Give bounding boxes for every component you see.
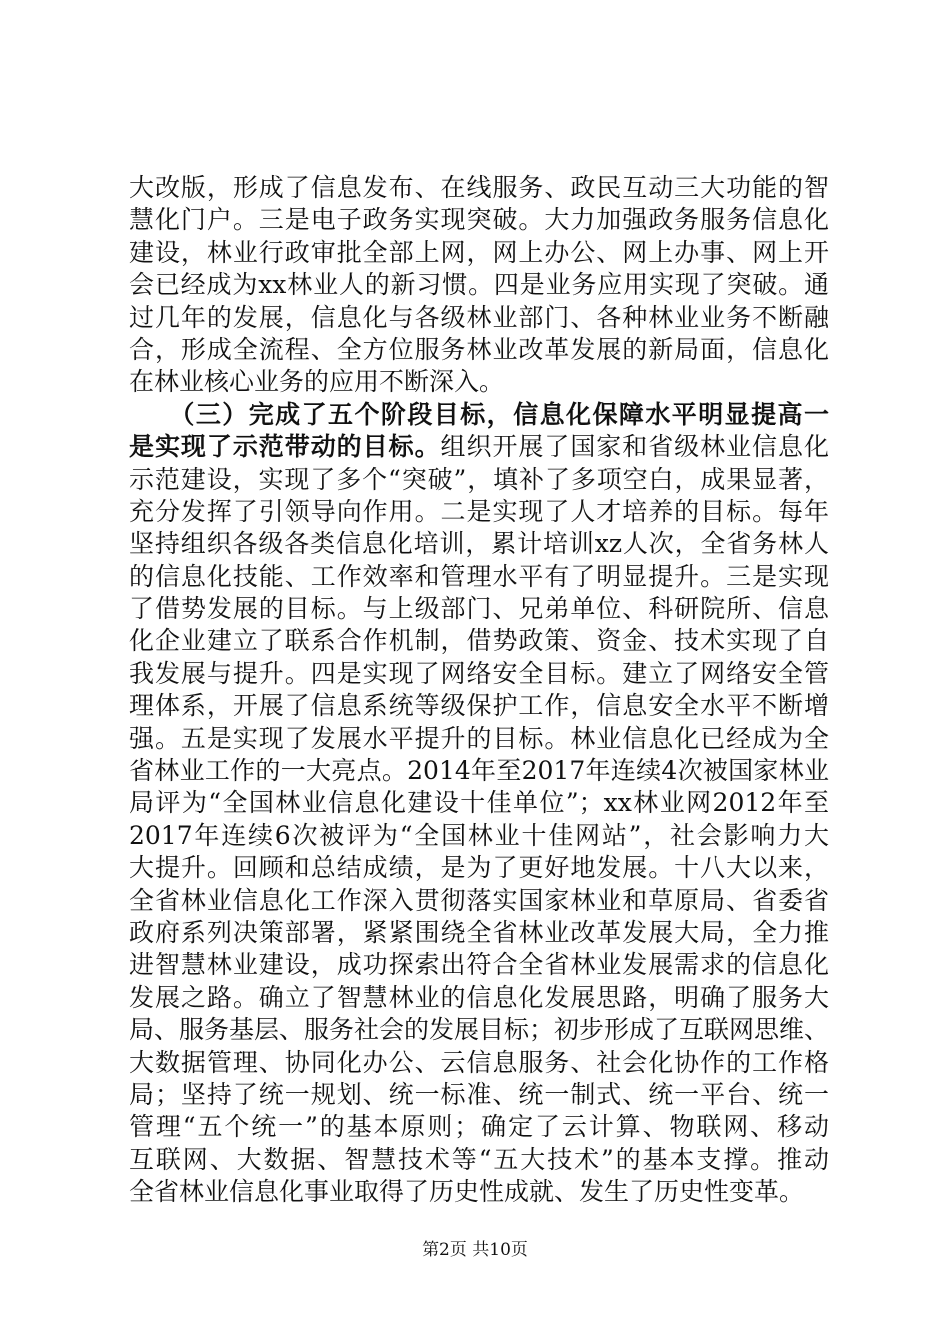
text-line: 局、服务基层、服务社会的发展目标；初步形成了互联网思维、 bbox=[129, 1015, 830, 1045]
body-text bbox=[129, 172, 829, 1209]
text-line: 合，形成全流程、全方位服务林业改革发展的新局面，信息化 bbox=[129, 334, 829, 364]
text-line: 过几年的发展，信息化与各级林业部门、各种林业业务不断融 bbox=[129, 302, 829, 332]
text-line: 在林业核心业务的应用不断深入。 bbox=[129, 367, 505, 397]
text-line: 理体系，开展了信息系统等级保护工作，信息安全水平不断增 bbox=[129, 691, 829, 721]
text-line: 大提升。回顾和总结成绩，是为了更好地发展。十八大以来， bbox=[129, 853, 829, 883]
text-line: 大改版，形成了信息发布、在线服务、政民互动三大功能的智 bbox=[129, 173, 829, 202]
text-line: 政府系列决策部署，紧紧围绕全省林业改革发展大局，全力推 bbox=[129, 917, 829, 947]
text-line: 充分发挥了引领导向作用。二是实现了人才培养的目标。每年 bbox=[129, 496, 829, 526]
text-line: 建设，林业行政审批全部上网，网上办公、网上办事、网上开 bbox=[129, 237, 829, 267]
text-line: 全省林业信息化事业取得了历史性成就、发生了历史性变革。 bbox=[129, 1177, 805, 1207]
text-line: 2017年连续6次被评为“全国林业十佳网站”，社会影响力大 bbox=[129, 820, 829, 850]
text-line: 慧化门户。三是电子政务实现突破。大力加强政务服务信息化 bbox=[129, 205, 829, 235]
text-line: 强。五是实现了发展水平提升的目标。林业信息化已经成为全 bbox=[129, 723, 829, 753]
text-line: 互联网、大数据、智慧技术等“五大技术”的基本支撑。推动 bbox=[129, 1144, 829, 1174]
text-segment: 组织开展了国家和省级林业信息化 bbox=[440, 432, 829, 462]
section-heading-line: （三）完成了五个阶段目标，信息化保障水平明显提高一 bbox=[129, 399, 829, 429]
text-line: 省林业工作的一大亮点。2014年至2017年连续4次被国家林业 bbox=[129, 756, 829, 786]
text-line: 管理“五个统一”的基本原则；确定了云计算、物联网、移动 bbox=[129, 1112, 829, 1142]
text-line: 会已经成为xx林业人的新习惯。四是业务应用实现了突破。通 bbox=[129, 270, 829, 300]
text-line: 坚持组织各级各类信息化培训，累计培训xz人次，全省务林人 bbox=[129, 529, 829, 559]
text-line: 进智慧林业建设，成功探索出符合全省林业发展需求的信息化 bbox=[129, 950, 829, 980]
text-line: 大数据管理、协同化办公、云信息服务、社会化协作的工作格 bbox=[129, 1047, 829, 1077]
text-line: 全省林业信息化工作深入贯彻落实国家林业和草原局、省委省 bbox=[129, 885, 829, 915]
text-line: 了借势发展的目标。与上级部门、兄弟单位、科研院所、信息 bbox=[129, 594, 829, 624]
text-line: 的信息化技能、工作效率和管理水平有了明显提升。三是实现 bbox=[129, 561, 829, 591]
text-line: 局；坚持了统一规划、统一标准、统一制式、统一平台、统一 bbox=[129, 1079, 829, 1109]
text-line: 发展之路。确立了智慧林业的信息化发展思路，明确了服务大 bbox=[129, 982, 829, 1012]
text-line: 我发展与提升。四是实现了网络安全目标。建立了网络安全管 bbox=[129, 658, 829, 688]
text-line: 局评为“全国林业信息化建设十佳单位”；xx林业网2012年至 bbox=[129, 788, 829, 818]
text-line: 化企业建立了联系合作机制，借势政策、资金、技术实现了自 bbox=[129, 626, 829, 656]
text-line: 示范建设，实现了多个“突破”，填补了多项空白，成果显著， bbox=[129, 464, 829, 494]
text-line-mixed bbox=[129, 431, 829, 463]
section-heading-continuation: 是实现了示范带动的目标。 bbox=[129, 432, 441, 462]
page-number-footer: 第2页 共10页 bbox=[422, 1240, 528, 1260]
